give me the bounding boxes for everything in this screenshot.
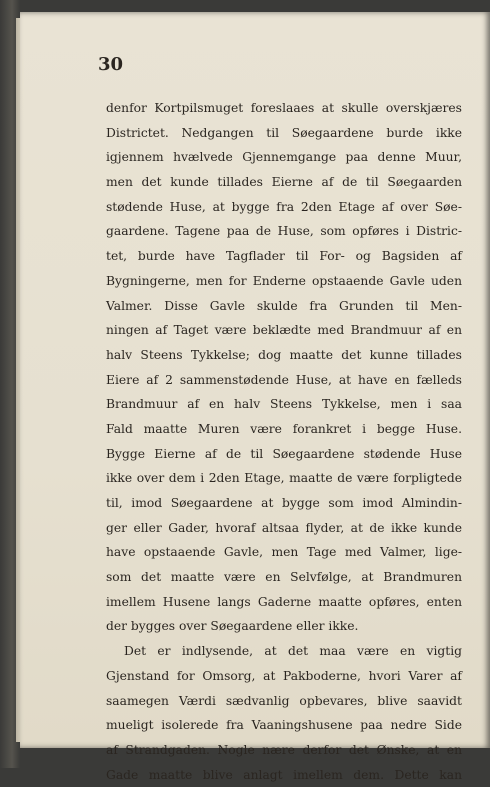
text-line: Fald maatte Muren være forankret i begge Huse. — [106, 421, 462, 436]
text-line: igjennem hvælvede Gjennemgange paa denne Muur, — [106, 150, 462, 165]
text-line: ikke over dem i 2den Etage, maatte de være forpligtede — [106, 471, 462, 486]
text-line: saamegen Værdi sædvanlig opbevares, blive saavidt — [106, 693, 462, 708]
text-line: ger eller Gader, hvoraf altsaa flyder, at de ikke kunde — [106, 520, 462, 535]
text-line: Gade maatte blive anlagt imellem dem. Dette kan — [106, 767, 462, 782]
text-line: mueligt isolerede fra Vaaningshusene paa nedre Side — [106, 718, 462, 733]
text-line: tet, burde have Tagflader til For- og Bagsiden af — [106, 249, 462, 264]
body-text — [106, 96, 462, 787]
page-number: 30 — [98, 54, 124, 75]
text-line: Bygningerne, men for Enderne opstaaende Gavle uden — [106, 273, 462, 288]
text-line: men det kunde tillades Eierne af de til Søegaarden — [106, 175, 462, 190]
text-line: Bygge Eierne af de til Søegaardene stødende Huse — [106, 446, 462, 461]
text-line: Valmer. Disse Gavle skulde fra Grunden til Men- — [106, 298, 462, 313]
text-line: Gjenstand for Omsorg, at Pakboderne, hvori Varer af — [106, 668, 462, 683]
text-line: denfor Kortpilsmuget foreslaaes at skulle overskjæres — [106, 101, 462, 115]
text-line: af Strandgaden. Nogle nære derfor det Ønske, at en — [106, 742, 462, 757]
text-line: der bygges over Søegaardene eller ikke. — [106, 619, 359, 634]
text-line: imellem Husene langs Gaderne maatte opføres, enten — [106, 594, 462, 609]
text-line: Det er indlysende, at det maa være en vigtig — [124, 644, 462, 659]
text-line: stødende Huse, at bygge fra 2den Etage af over Søe- — [106, 199, 462, 214]
text-line: have opstaaende Gavle, men Tage med Valmer, lige- — [106, 545, 462, 560]
text-line: Districtet. Nedgangen til Søegaardene burde ikke — [106, 125, 462, 140]
text-line: som det maatte være en Selvfølge, at Brandmuren — [106, 570, 462, 585]
text-line: til, imod Søegaardene at bygge som imod Almindin- — [106, 496, 462, 510]
text-line: gaardene. Tagene paa de Huse, som opføres i Distric- — [106, 224, 462, 239]
text-line: Eiere af 2 sammenstødende Huse, at have en fælleds — [106, 372, 462, 387]
text-line: ningen af Taget være beklædte med Brandmuur af en — [106, 323, 462, 338]
text-line: halv Steens Tykkelse; dog maatte det kunne tillades — [106, 347, 462, 362]
text-line: Brandmuur af en halv Steens Tykkelse, men i saa — [106, 397, 462, 412]
